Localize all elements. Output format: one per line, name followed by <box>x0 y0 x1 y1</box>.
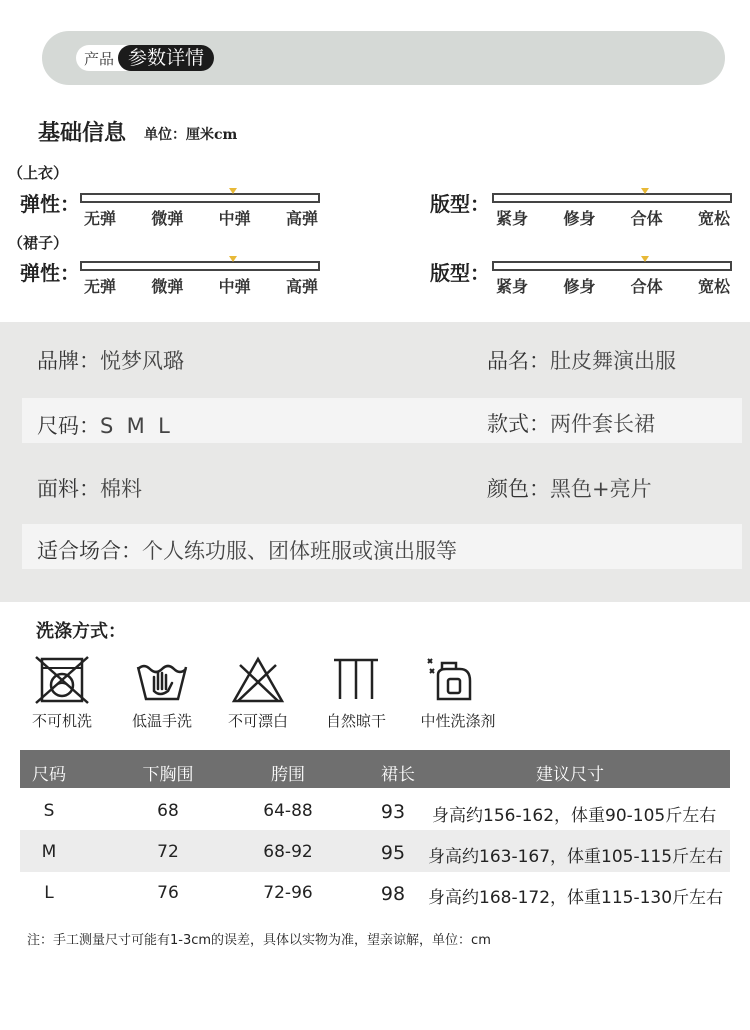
skirt-elasticity-marker <box>229 256 237 262</box>
low-temp-hand-wash-icon <box>134 655 190 705</box>
no-machine-wash-icon <box>34 655 90 705</box>
tick-label: 微弹 <box>151 209 184 228</box>
size-field <box>37 410 170 440</box>
style-value: 两件套长裙 <box>550 412 655 436</box>
tick-label: 高弹 <box>285 209 318 228</box>
table-header-cell: 尺码 <box>32 765 66 785</box>
skirt-group-label: （裙子） <box>8 234 69 252</box>
tick-label: 无弹 <box>84 277 117 296</box>
occasion-label: 适合场合： <box>37 539 142 563</box>
color-field <box>487 473 652 503</box>
tick-label: 紧身 <box>496 277 529 296</box>
table-header-cell: 胯围 <box>271 765 305 785</box>
table-cell: 身高约168-172，体重115-130斤左右 <box>428 888 724 908</box>
fabric-value: 棉料 <box>100 477 142 501</box>
header-prefix: 产品 <box>84 49 115 68</box>
top-elasticity-scale <box>80 193 320 203</box>
line-dry-icon <box>328 655 384 705</box>
top-elasticity-ticks <box>84 206 318 229</box>
header-title: 参数详情 <box>118 45 214 71</box>
tick-label: 高弹 <box>285 277 318 296</box>
basic-info-title: 基础信息 <box>38 120 127 146</box>
table-cell: 68 <box>157 801 179 821</box>
table-cell: 72-96 <box>263 883 313 903</box>
tick-label: 合体 <box>630 209 663 228</box>
tick-label: 紧身 <box>496 209 529 228</box>
table-cell: S <box>43 801 55 821</box>
table-cell: 68-92 <box>263 842 313 862</box>
tick-label: 中弹 <box>218 277 251 296</box>
table-cell: 95 <box>380 842 406 864</box>
skirt-fit-marker <box>641 256 649 262</box>
color-value: 黑色+亮片 <box>550 477 652 501</box>
skirt-fit-label: 版型： <box>430 261 490 285</box>
tick-label: 合体 <box>630 277 663 296</box>
table-header-cell: 建议尺寸 <box>536 765 604 785</box>
table-header-cell: 裙长 <box>381 765 415 785</box>
fabric-label: 面料： <box>37 477 100 501</box>
skirt-elasticity-scale <box>80 261 320 271</box>
tick-label: 修身 <box>563 277 596 296</box>
table-cell: 76 <box>157 883 179 903</box>
tick-label: 中弹 <box>218 209 251 228</box>
fabric-field <box>37 473 142 503</box>
tick-label: 无弹 <box>84 209 117 228</box>
skirt-fit-scale <box>492 261 732 271</box>
table-cell: 身高约156-162，体重90-105斤左右 <box>432 806 717 826</box>
table-header-cell: 下胸围 <box>142 765 194 785</box>
table-cell: 64-88 <box>263 801 313 821</box>
table-cell: 身高约163-167，体重105-115斤左右 <box>428 847 724 867</box>
washing-title: 洗涤方式： <box>36 621 126 642</box>
top-fit-ticks <box>496 206 730 229</box>
washing-label: 中性洗涤剂 <box>420 712 496 730</box>
skirt-elasticity-label: 弹性： <box>20 261 80 285</box>
washing-label: 不可机洗 <box>31 712 92 730</box>
table-cell: M <box>41 842 57 862</box>
top-elasticity-marker <box>229 188 237 194</box>
basic-info-unit: 单位：厘米cm <box>144 127 238 143</box>
style-field <box>487 408 655 438</box>
top-elasticity-label: 弹性： <box>20 192 80 216</box>
brand-label: 品牌： <box>37 349 100 373</box>
tick-label: 宽松 <box>697 277 730 296</box>
brand-value: 悦梦风璐 <box>100 349 184 373</box>
size-value: S M L <box>100 414 170 438</box>
product-name-value: 肚皮舞演出服 <box>550 349 676 373</box>
table-cell: 72 <box>157 842 179 862</box>
product-name-label: 品名： <box>487 349 550 373</box>
tick-label: 微弹 <box>151 277 184 296</box>
header-tag <box>76 45 214 71</box>
top-fit-marker <box>641 188 649 194</box>
brand-field <box>37 345 184 375</box>
size-label: 尺码： <box>37 414 100 438</box>
product-name-field <box>487 345 676 375</box>
skirt-elasticity-ticks <box>84 274 318 297</box>
top-fit-scale <box>492 193 732 203</box>
washing-label: 低温手洗 <box>131 712 192 730</box>
tick-label: 修身 <box>563 209 596 228</box>
washing-label: 自然晾干 <box>325 712 386 730</box>
occasion-field <box>37 535 457 565</box>
table-cell: 98 <box>380 883 406 905</box>
no-bleach-icon <box>230 655 286 705</box>
table-cell: 93 <box>380 801 406 823</box>
occasion-value: 个人练功服、团体班服或演出服等 <box>142 539 457 563</box>
color-label: 颜色： <box>487 477 550 501</box>
skirt-fit-ticks <box>496 274 730 297</box>
top-fit-label: 版型： <box>430 192 490 216</box>
measurement-note: 注：手工测量尺寸可能有1-3cm的误差，具体以实物为准，望亲谅解，单位：cm <box>27 933 491 948</box>
tick-label: 宽松 <box>697 209 730 228</box>
washing-label: 不可漂白 <box>227 712 288 730</box>
neutral-detergent-icon <box>424 655 480 705</box>
top-group-label: （上衣） <box>8 164 69 182</box>
table-cell: L <box>44 883 54 903</box>
style-label: 款式： <box>487 412 550 436</box>
